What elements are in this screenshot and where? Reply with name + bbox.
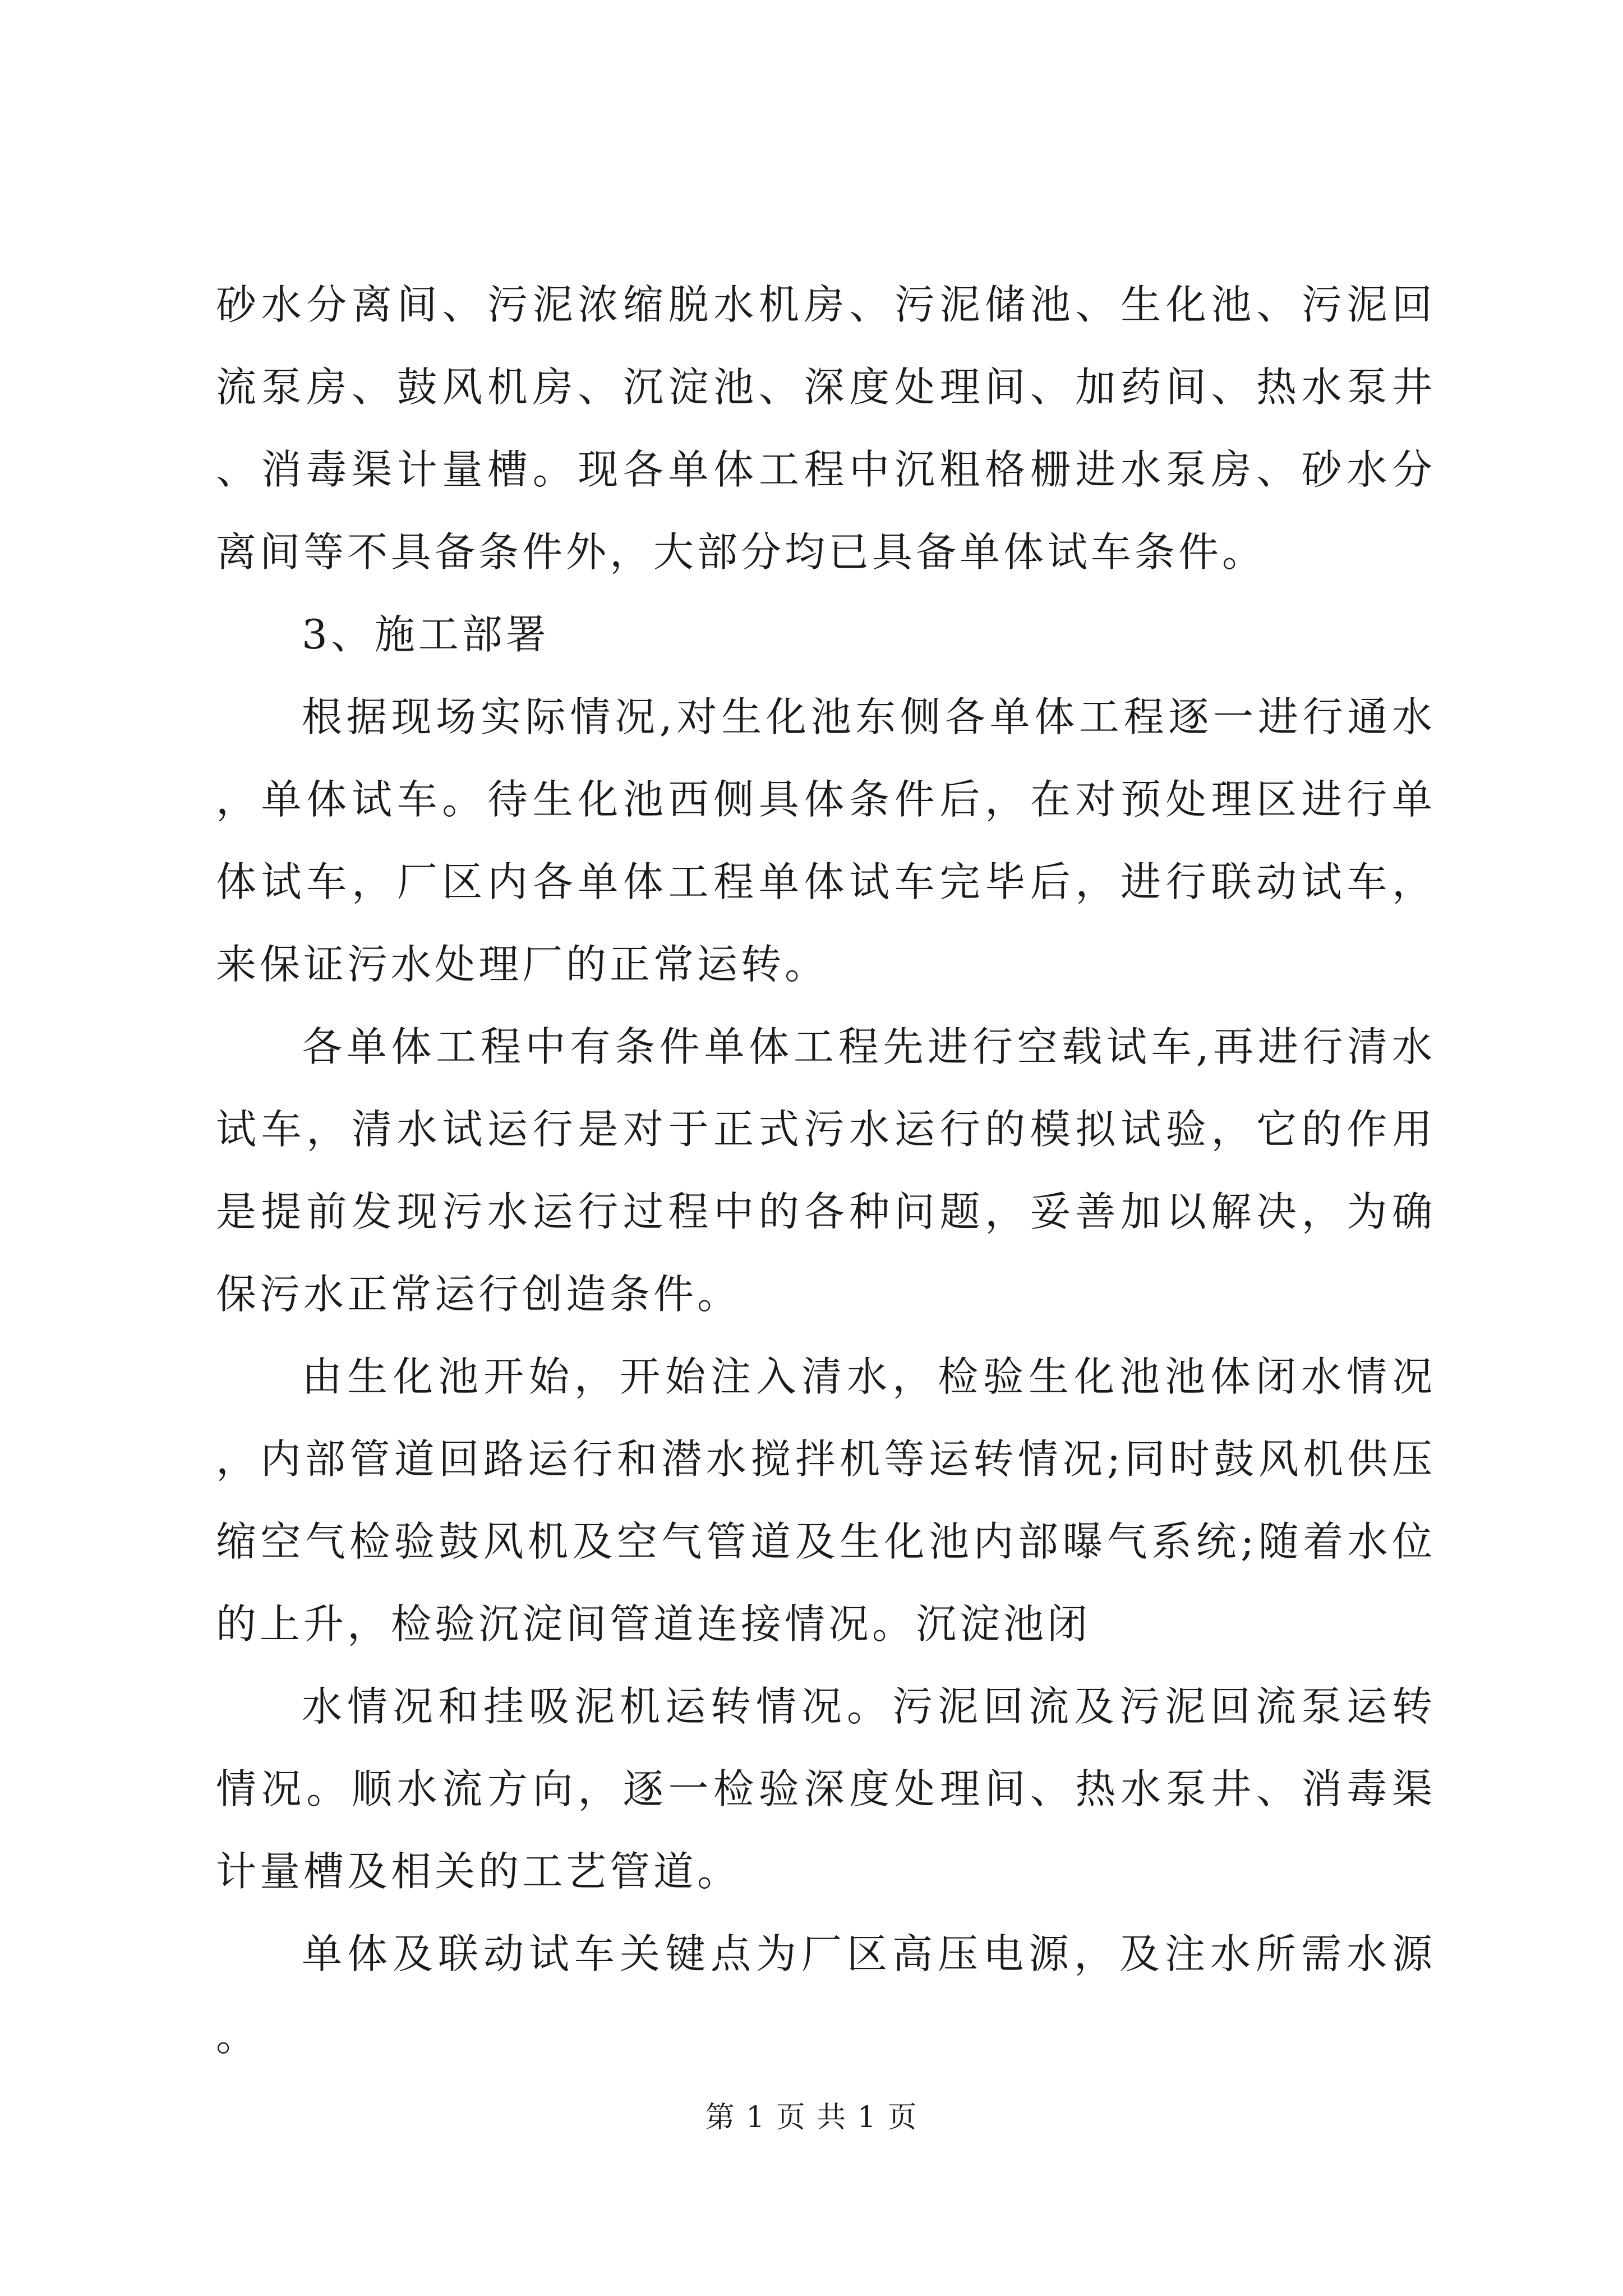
section-heading-construction-deployment: 3、施工部署 — [302, 611, 550, 658]
document-body — [216, 264, 1436, 2078]
paragraph-sedimentation-test: 水情况和挂吸泥机运转情况。污泥回流及污泥回流泵运转情况。顺水流方向，逐一检验深度处理间、热水泵井、消毒渠计量槽及相关的工艺管道。 — [216, 1683, 1436, 1895]
paragraph-structures-list: 砂水分离间、污泥浓缩脱水机房、污泥储池、生化池、污泥回流泵房、鼓风机房、沉淀池、深度处理间、加药间、热水泵井、消毒渠计量槽。现各单体工程中沉粗格栅进水泵房、砂水分离间等不具备条件外，大部分均已具备单体试车条件。 — [216, 281, 1436, 576]
paragraph-biochemical-tank-test: 由生化池开始，开始注入清水，检验生化池池体闭水情况，内部管道回路运行和潜水搅拌机等运转情况;同时鼓风机供压缩空气检验鼓风机及空气管道及生化池内部曝气系统;随着水位的上升，检验沉淀间管道连接情况。沉淀池闭 — [216, 1353, 1436, 1648]
paragraph-site-plan: 根据现场实际情况,对生化池东侧各单体工程逐一进行通水，单体试车。待生化池西侧具体条件后，在对预处理区进行单体试车，厂区内各单体工程单体试车完毕后，进行联动试车，来保证污水处理厂的正常运转。 — [216, 693, 1436, 988]
paragraph-test-run-purpose: 各单体工程中有条件单体工程先进行空载试车,再进行清水试车，清水试运行是对于正式污水运行的模拟试验，它的作用是提前发现污水运行过程中的各种问题，妥善加以解决，为确保污水正常运行创造条件。 — [216, 1023, 1436, 1318]
paragraph-key-points: 单体及联动试车关键点为厂区高压电源，及注水所需水源。 — [216, 1930, 1436, 2060]
page-number-footer: 第 1 页 共 1 页 — [705, 2101, 918, 2134]
